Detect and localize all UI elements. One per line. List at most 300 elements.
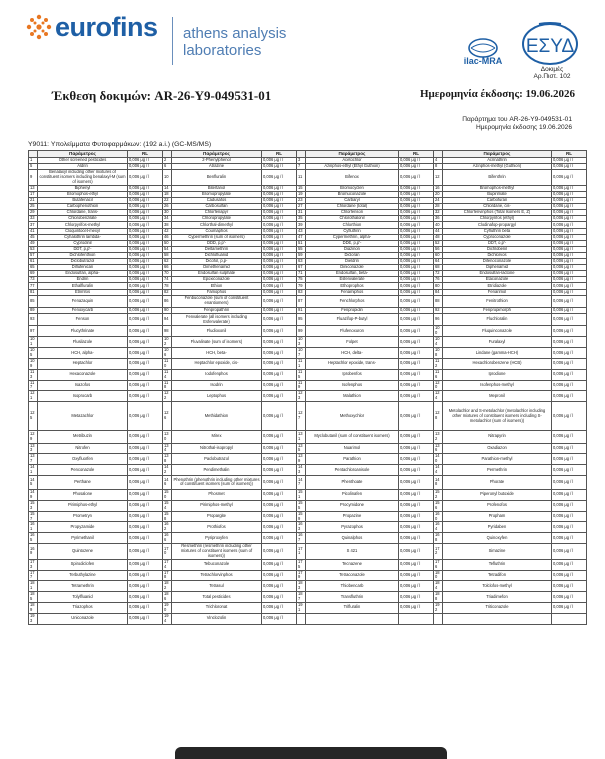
rl-value: 0,006 μg / l <box>552 259 587 265</box>
parameter-name: Nuarimol <box>306 443 399 454</box>
parameter-number: 63 <box>297 259 306 265</box>
parameter-number: 20 <box>434 192 443 198</box>
parameter-name: Diniconazole <box>306 265 399 271</box>
table-row <box>29 295 587 307</box>
parameter-number: 16 <box>434 185 443 191</box>
rl-value: 0,006 μg / l <box>128 164 163 170</box>
parameter-name: Esfenvalerate <box>306 277 399 283</box>
rl-value: 0,006 μg / l <box>552 289 587 295</box>
rl-value: 0,006 μg / l <box>128 443 163 454</box>
parameter-number: 164 <box>434 522 443 533</box>
rl-value: 0,006 μg / l <box>552 204 587 210</box>
rl-value: 0,006 μg / l <box>128 337 163 348</box>
parameter-name: Isofenphos <box>306 380 399 391</box>
parameter-number: 146 <box>163 475 172 489</box>
parameter-name: Endosulfan sulphate <box>172 271 262 277</box>
parameter-name: Chlorfenapyr <box>172 210 262 216</box>
rl-value: 0,006 μg / l <box>552 295 587 307</box>
rl-value: 0,006 μg / l <box>552 222 587 228</box>
parameter-number: 154 <box>163 500 172 511</box>
parameter-name: Endosulfan-lactone <box>443 271 552 277</box>
rl-value: 0,006 μg / l <box>128 581 163 592</box>
rl-value: 0,006 μg / l <box>399 246 434 252</box>
rl-value: 0,006 μg / l <box>262 265 297 271</box>
rl-value: 0,006 μg / l <box>128 222 163 228</box>
parameter-number: 28 <box>434 204 443 210</box>
lab-name-line1: athens analysis <box>183 25 287 42</box>
parameter-number: 101 <box>29 337 38 348</box>
parameter-name: Tecnazene <box>306 559 399 570</box>
rl-value: 0,006 μg / l <box>262 544 297 560</box>
parameter-number: 139 <box>297 454 306 465</box>
rl-value: 0,006 μg / l <box>262 559 297 570</box>
parameter-number: 48 <box>434 234 443 240</box>
rl-value: 0,006 μg / l <box>399 283 434 289</box>
parameter-number <box>434 613 443 624</box>
parameter-name: Nitrothal-isopropyl <box>172 443 262 454</box>
parameter-name: DDE, p,p'- <box>306 240 399 246</box>
svg-text:ilac-MRA: ilac-MRA <box>463 56 503 66</box>
parameter-name: Cyfluthrin <box>306 228 399 234</box>
parameter-name: Hexachlorobenzene (HCB) <box>443 358 552 369</box>
parameter-name: Bifenthrin <box>443 170 552 186</box>
parameter-number: 38 <box>163 222 172 228</box>
parameter-name: Carbofuran <box>443 198 552 204</box>
parameter-name: HCH, alpha- <box>38 348 128 359</box>
parameter-name: Fenoxycarb <box>38 307 128 313</box>
parameter-name: Bitertanol <box>172 185 262 191</box>
rl-value: 0,006 μg / l <box>128 192 163 198</box>
rl-value: 0,006 μg / l <box>399 500 434 511</box>
rl-value: 0,006 μg / l <box>262 358 297 369</box>
rl-value: 0,006 μg / l <box>552 228 587 234</box>
parameter-number: 186 <box>163 592 172 603</box>
parameter-number: 15 <box>297 185 306 191</box>
parameter-number: 176 <box>434 559 443 570</box>
parameter-number: 172 <box>434 544 443 560</box>
rl-value: 0,006 μg / l <box>128 358 163 369</box>
table-row <box>29 603 587 614</box>
parameter-name: Furalaxyl <box>443 337 552 348</box>
rl-value: 0,006 μg / l <box>552 358 587 369</box>
table-row <box>29 326 587 337</box>
rl-value: 0,006 μg / l <box>262 431 297 443</box>
parameter-name: Etaconazole <box>443 277 552 283</box>
parameter-name: Butafenacil <box>38 198 128 204</box>
rl-value: 0,006 μg / l <box>399 443 434 454</box>
parameter-number: 37 <box>29 222 38 228</box>
parameter-number: 157 <box>29 511 38 522</box>
parameter-number: 160 <box>434 511 443 522</box>
rl-value: 0,006 μg / l <box>399 271 434 277</box>
parameter-number: 26 <box>163 204 172 210</box>
table-row <box>29 475 587 489</box>
parameter-number: 122 <box>163 391 172 402</box>
parameter-name: Propargite <box>172 511 262 522</box>
parameter-number: 68 <box>434 265 443 271</box>
parameter-name: Phenthoate <box>306 475 399 489</box>
parameter-number: 7 <box>297 164 306 170</box>
parameter-number: 34 <box>163 216 172 222</box>
parameter-number: 59 <box>297 252 306 258</box>
rl-value: 0,006 μg / l <box>128 402 163 431</box>
parameter-number: 80 <box>434 283 443 289</box>
parameter-number: 19 <box>297 192 306 198</box>
rl-value: 0,006 μg / l <box>552 271 587 277</box>
parameter-number: 60 <box>434 252 443 258</box>
parameter-name: Phosmet <box>172 489 262 500</box>
column-header-parameter: Παράμετρος <box>306 151 399 158</box>
rl-value: 0,006 μg / l <box>399 337 434 348</box>
parameter-name: Benfluralin <box>172 170 262 186</box>
rl-value: 0,006 μg / l <box>552 592 587 603</box>
parameter-number: 142 <box>163 465 172 476</box>
parameter-name: Dichlobenil <box>443 246 552 252</box>
table-row <box>29 613 587 624</box>
parameter-name: Parathion <box>306 454 399 465</box>
svg-text:ΕΣΥΔ: ΕΣΥΔ <box>525 36 575 57</box>
parameter-number: 179 <box>297 570 306 581</box>
rl-value: 0,006 μg / l <box>399 210 434 216</box>
rl-value: 0,006 μg / l <box>262 380 297 391</box>
parameter-number: 50 <box>163 240 172 246</box>
parameter-name: Cyhalothrin lambda- <box>38 234 128 240</box>
parameter-number: 130 <box>163 431 172 443</box>
rl-value: 0,006 μg / l <box>128 489 163 500</box>
rl-value: 0,006 μg / l <box>262 170 297 186</box>
rl-value: 0,006 μg / l <box>262 259 297 265</box>
parameter-name: Terbuthylazine <box>38 570 128 581</box>
parameter-number: 132 <box>434 431 443 443</box>
rl-value: 0,006 μg / l <box>399 326 434 337</box>
parameter-number: 45 <box>29 234 38 240</box>
parameter-number: 57 <box>29 252 38 258</box>
rl-value: 0,006 μg / l <box>552 216 587 222</box>
rl-value: 0,006 μg / l <box>552 337 587 348</box>
parameter-number: 41 <box>29 228 38 234</box>
rl-value: 0,006 μg / l <box>128 307 163 313</box>
rl-value: 0,006 μg / l <box>399 454 434 465</box>
parameter-number: 14 <box>163 185 172 191</box>
parameter-name: Isodrin <box>172 380 262 391</box>
parameter-number: 131 <box>297 431 306 443</box>
parameter-name: Fluazifop-P-butyl <box>306 314 399 326</box>
rl-value: 0,006 μg / l <box>552 544 587 560</box>
parameter-number: 192 <box>434 603 443 614</box>
parameter-name: Trifluralin <box>306 603 399 614</box>
parameter-name: Carbaryl <box>306 198 399 204</box>
rl-value: 0,006 μg / l <box>128 240 163 246</box>
parameter-name: Chlorpyrifos (ethyl) <box>443 216 552 222</box>
parameter-number: 86 <box>163 295 172 307</box>
parameter-number: 55 <box>297 246 306 252</box>
parameter-number: 114 <box>163 369 172 380</box>
parameter-name: Procymidone <box>306 500 399 511</box>
parameter-name: Heptachlor epoxide, cis- <box>172 358 262 369</box>
parameter-number: 148 <box>434 475 443 489</box>
parameter-name: Dieldrin <box>306 259 399 265</box>
rl-value: 0,006 μg / l <box>128 228 163 234</box>
parameter-name: Iprodione <box>443 369 552 380</box>
parameter-number: 1 <box>29 158 38 164</box>
rl-value: 0,006 μg / l <box>399 570 434 581</box>
rl-value: 0,006 μg / l <box>262 533 297 544</box>
parameter-name: Benalaxyl including other mixtures of constituent isomers including benalaxyl-M (sum of isomers) <box>39 169 126 184</box>
parameter-number: 43 <box>297 228 306 234</box>
rl-value: 0,006 μg / l <box>399 603 434 614</box>
parameter-name: Fenamiphos <box>306 289 399 295</box>
parameter-number: 113 <box>29 369 38 380</box>
report-header <box>0 0 605 80</box>
parameter-number: 181 <box>29 581 38 592</box>
table-row <box>29 454 587 465</box>
table-row <box>29 391 587 402</box>
parameter-number: 71 <box>297 271 306 277</box>
parameter-number: 125 <box>29 402 38 431</box>
parameter-number: 127 <box>297 402 306 431</box>
parameter-name: Picolinafen <box>306 489 399 500</box>
parameter-name: Chlorothalonil <box>306 216 399 222</box>
rl-value: 0,006 μg / l <box>128 465 163 476</box>
parameter-name: Chlorfenvinphos (Total Isomers E, Z) <box>443 210 552 216</box>
parameter-number: 100 <box>434 326 443 337</box>
parameter-name: Famophos <box>172 289 262 295</box>
table-row <box>29 348 587 359</box>
parameter-name: Tolylfluanid <box>38 592 128 603</box>
issue-date: Ημερομηνία έκδοσης: 19.06.2026 <box>419 88 575 100</box>
table-row <box>29 337 587 348</box>
parameter-number: 2 <box>163 158 172 164</box>
rl-value: 0,006 μg / l <box>128 210 163 216</box>
parameter-name: Azinphos-methyl (Guthion) <box>443 164 552 170</box>
rl-value: 0,006 μg / l <box>262 522 297 533</box>
parameter-name: Pyriproxyfen <box>172 533 262 544</box>
table-row <box>29 380 587 391</box>
parameter-number: 30 <box>163 210 172 216</box>
parameter-name: Perthane <box>38 475 128 489</box>
rl-value: 0,006 μg / l <box>128 533 163 544</box>
rl-value: 0,006 μg / l <box>262 192 297 198</box>
parameter-number: 8 <box>434 164 443 170</box>
parameter-name: Phosalone <box>38 489 128 500</box>
parameter-name: Propham <box>443 511 552 522</box>
parameter-number: 95 <box>297 314 306 326</box>
rl-value: 0,006 μg / l <box>262 210 297 216</box>
parameter-name: Methidathion <box>172 402 262 431</box>
rl-value: 0,006 μg / l <box>399 158 434 164</box>
rl-value: 0,006 μg / l <box>128 613 163 624</box>
rl-value: 0,006 μg / l <box>552 314 587 326</box>
parameter-number: 93 <box>29 314 38 326</box>
parameter-name: Clodinafop-propargyl <box>443 222 552 228</box>
parameter-number: 62 <box>163 259 172 265</box>
parameter-name: Acrinathrin <box>443 158 552 164</box>
parameter-number: 49 <box>29 240 38 246</box>
parameter-number: 191 <box>297 603 306 614</box>
rl-value: 0,006 μg / l <box>552 443 587 454</box>
parameter-number: 76 <box>434 277 443 283</box>
parameter-number: 188 <box>434 592 443 603</box>
column-header-parameter: Παράμετρος <box>172 151 262 158</box>
parameter-name: Carbophenothion <box>38 204 128 210</box>
rl-value: 0,006 μg / l <box>128 603 163 614</box>
parameter-number: 177 <box>29 570 38 581</box>
parameter-name: Nitrapyrin <box>443 431 552 443</box>
parameter-name: Metazachlor <box>38 402 128 431</box>
parameter-number: 165 <box>29 533 38 544</box>
parameter-name: Chlorobenzilate <box>38 216 128 222</box>
parameter-number: 111 <box>297 358 306 369</box>
parameter-name: Diazinon <box>306 246 399 252</box>
parameter-number: 168 <box>434 533 443 544</box>
rl-value: 0,006 μg / l <box>128 295 163 307</box>
parameter-name: Ethion <box>172 283 262 289</box>
rl-value: 0,006 μg / l <box>262 185 297 191</box>
parameter-name: Endrin <box>38 277 128 283</box>
rl-value: 0,006 μg / l <box>399 592 434 603</box>
rl-value: 0,006 μg / l <box>262 592 297 603</box>
parameter-name: Quinoxyfen <box>443 533 552 544</box>
rl-value: 0,006 μg / l <box>262 204 297 210</box>
rl-value: 0,006 μg / l <box>262 402 297 431</box>
parameter-number: 105 <box>29 348 38 359</box>
rl-value: 0,006 μg / l <box>552 240 587 246</box>
parameter-name: Mirex <box>172 431 262 443</box>
parameter-number: 65 <box>29 265 38 271</box>
parameter-number: 42 <box>163 228 172 234</box>
parameter-number: 22 <box>163 198 172 204</box>
rl-value: 0,006 μg / l <box>552 158 587 164</box>
parameter-number: 72 <box>434 271 443 277</box>
viewer-toolbar[interactable] <box>175 747 447 759</box>
parameter-name: Permethrin <box>443 465 552 476</box>
parameter-number: 185 <box>29 592 38 603</box>
parameter-number: 108 <box>434 348 443 359</box>
rl-value: 0,006 μg / l <box>399 222 434 228</box>
parameter-name: Isoprocarb <box>38 391 128 402</box>
rl-value: 0,006 μg / l <box>399 402 434 431</box>
parameter-name: Pyridaben <box>443 522 552 533</box>
parameter-name: Uniconazole <box>38 613 128 624</box>
parameter-number <box>297 613 306 624</box>
parameter-name: Metolachlor and S-metolachlor (metolachlor including other mixtures of constituent isomers including S-metolachlor (sum of isomers)) <box>443 402 552 431</box>
rl-value: 0,006 μg / l <box>552 265 587 271</box>
parameter-name: Biphenyl <box>38 185 128 191</box>
parameter-number: 99 <box>297 326 306 337</box>
rl-value: 0,006 μg / l <box>399 380 434 391</box>
parameter-number: 173 <box>29 559 38 570</box>
rl-value: 0,006 μg / l <box>552 465 587 476</box>
rl-value: 0,006 μg / l <box>128 283 163 289</box>
table-row <box>29 443 587 454</box>
parameter-number: 96 <box>434 314 443 326</box>
parameter-number: 67 <box>297 265 306 271</box>
parameter-name: Diclobutrazol <box>38 259 128 265</box>
parameter-number: 9 <box>29 170 38 186</box>
parameter-number: 152 <box>434 489 443 500</box>
rl-value: 0,006 μg / l <box>399 204 434 210</box>
parameter-number: 12 <box>434 170 443 186</box>
rl-value: 0,006 μg / l <box>552 185 587 191</box>
parameter-name: Endosulfan, beta- <box>306 271 399 277</box>
parameter-number: 78 <box>163 283 172 289</box>
parameter-number: 137 <box>29 454 38 465</box>
parameter-name: Triticonazole <box>443 603 552 614</box>
rl-value: 0,006 μg / l <box>399 265 434 271</box>
parameter-name: Propyzamide <box>38 522 128 533</box>
parameter-number: 150 <box>163 489 172 500</box>
table-row <box>29 402 587 431</box>
parameter-number: 161 <box>29 522 38 533</box>
rl-value: 0,006 μg / l <box>399 295 434 307</box>
rl-value: 0,006 μg / l <box>262 307 297 313</box>
parameter-name: Deltamethrin <box>172 246 262 252</box>
parameter-number: 23 <box>297 198 306 204</box>
parameter-name: Tetramethrin <box>38 581 128 592</box>
column-header-parameter: Παράμετρος <box>443 151 552 158</box>
parameter-name: Flucythrinate <box>38 326 128 337</box>
parameter-name: Dichlofenthion <box>38 252 128 258</box>
parameter-number: 104 <box>434 337 443 348</box>
rl-value: 0,006 μg / l <box>128 559 163 570</box>
parameter-name: Acetochlor <box>306 158 399 164</box>
rl-value: 0,006 μg / l <box>262 271 297 277</box>
parameter-number: 180 <box>434 570 443 581</box>
parameter-name: Cyproconazole <box>443 234 552 240</box>
table-row <box>29 314 587 326</box>
table-row <box>29 489 587 500</box>
rl-value: 0,006 μg / l <box>128 522 163 533</box>
rl-value: 0,006 μg / l <box>399 489 434 500</box>
rl-value: 0,006 μg / l <box>128 204 163 210</box>
parameter-number: 158 <box>163 511 172 522</box>
parameter-name: Tetraconazole <box>306 570 399 581</box>
parameter-name: Oxyfluorfen <box>38 454 128 465</box>
rl-value: 0,006 μg / l <box>552 170 587 186</box>
parameter-name: Mepronil <box>443 391 552 402</box>
parameter-name: Fludioxonil <box>172 326 262 337</box>
rl-value: 0,006 μg / l <box>262 570 297 581</box>
rl-value: 0,006 μg / l <box>128 289 163 295</box>
rl-value: 0,006 μg / l <box>262 252 297 258</box>
parameter-number: 40 <box>434 222 443 228</box>
parameter-name: Chloropropylate <box>172 216 262 222</box>
parameter-number: 25 <box>29 204 38 210</box>
parameter-number: 136 <box>434 443 443 454</box>
parameter-name: HCH, delta- <box>306 348 399 359</box>
parameter-name: Parathion-methyl <box>443 454 552 465</box>
parameter-number: 21 <box>29 198 38 204</box>
rl-value: 0,006 μg / l <box>552 246 587 252</box>
table-row <box>29 511 587 522</box>
parameter-name: Myclobutanil (sum of constituent isomers) <box>306 431 399 443</box>
rl-value: 0,006 μg / l <box>399 475 434 489</box>
rl-value: 0,006 μg / l <box>399 170 434 186</box>
parameter-name: Phorate <box>443 475 552 489</box>
parameter-name: Fenpropidin <box>306 307 399 313</box>
parameter-number: 89 <box>29 307 38 313</box>
parameter-number: 6 <box>163 164 172 170</box>
parameter-number: 18 <box>163 192 172 198</box>
parameter-name: Total pesticides <box>172 592 262 603</box>
parameter-number: 27 <box>297 204 306 210</box>
rl-value: 0,006 μg / l <box>262 500 297 511</box>
parameter-name: Tolclofos-methyl <box>443 581 552 592</box>
parameter-number: 187 <box>297 592 306 603</box>
rl-value: 0,006 μg / l <box>262 283 297 289</box>
rl-value: 0,006 μg / l <box>552 431 587 443</box>
lab-name-line2: laboratories <box>183 42 262 59</box>
